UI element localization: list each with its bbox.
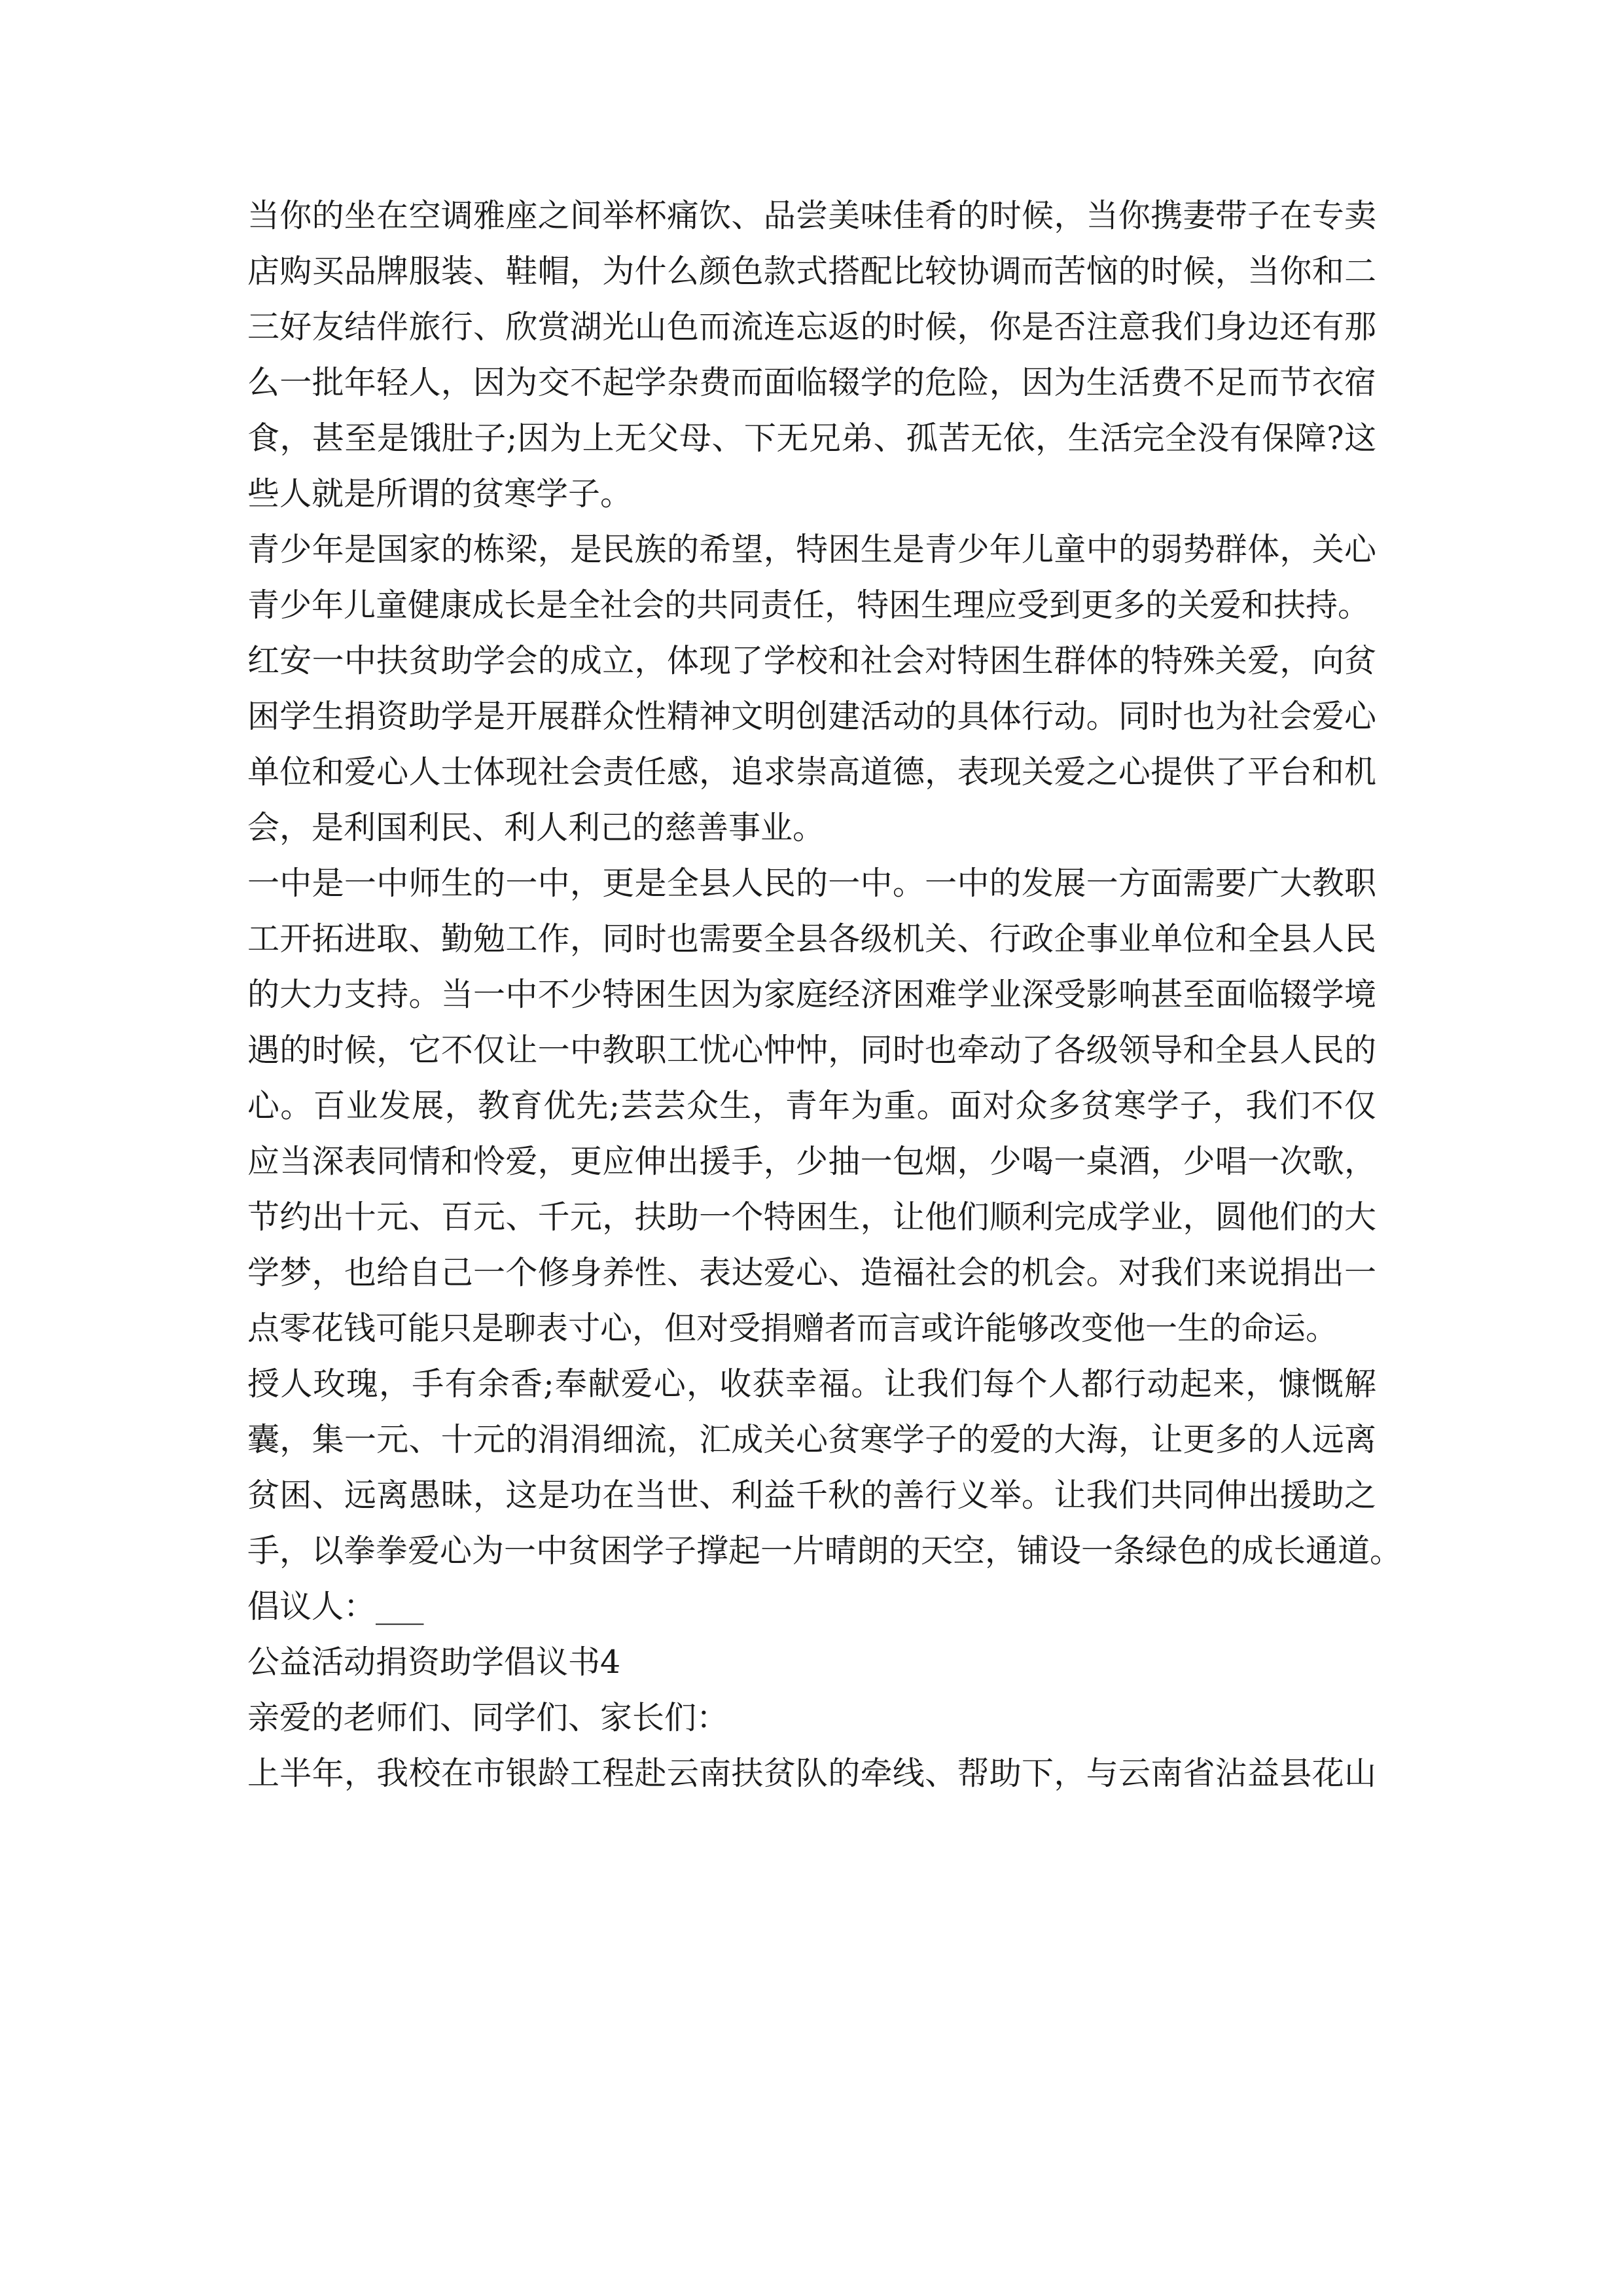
- text-line: 红安一中扶贫助学会的成立，体现了学校和社会对特困生群体的特殊关爱，向贫: [247, 642, 1376, 679]
- text-line: 点零花钱可能只是聊表寸心，但对受捐赠者而言或许能够改变他一生的命运。: [247, 1310, 1338, 1347]
- text-line: 节约出十元、百元、千元，扶助一个特困生，让他们顺利完成学业，圆他们的大: [247, 1198, 1376, 1236]
- text-line: 贫困、远离愚昧，这是功在当世、利益千秋的善行义举。让我们共同伸出援助之: [247, 1477, 1376, 1514]
- text-line: 困学生捐资助学是开展群众性精神文明创建活动的具体行动。同时也为社会爱心: [247, 698, 1376, 735]
- text-line: 应当深表同情和怜爱，更应伸出援手，少抽一包烟，少喝一桌酒，少唱一次歌，: [247, 1143, 1376, 1180]
- text-line: 遇的时候，它不仅让一中教职工忧心忡忡，同时也牵动了各级领导和全县人民的: [247, 1031, 1376, 1069]
- text-line: 一中是一中师生的一中，更是全县人民的一中。一中的发展一方面需要广大教职: [247, 865, 1376, 902]
- text-line: 青少年儿童健康成长是全社会的共同责任，特困生理应受到更多的关爱和扶持。: [247, 586, 1370, 624]
- text-line: 么一批年轻人，因为交不起学杂费而面临辍学的危险，因为生活费不足而节衣宿: [247, 364, 1376, 401]
- text-line: 会，是利国利民、利人利己的慈善事业。: [247, 809, 825, 846]
- text-line: 青少年是国家的栋梁，是民族的希望，特困生是青少年儿童中的弱势群体，关心: [247, 531, 1376, 568]
- text-line: 手，以拳拳爱心为一中贫困学子撑起一片晴朗的天空，铺设一条绿色的成长通道。: [247, 1532, 1402, 1570]
- text-line: 上半年，我校在市银龄工程赴云南扶贫队的牵线、帮助下，与云南省沾益县花山: [247, 1755, 1376, 1792]
- text-line: 食，甚至是饿肚子;因为上无父母、下无兄弟、孤苦无依，生活完全没有保障?这: [247, 420, 1376, 457]
- text-line: 工开拓进取、勤勉工作，同时也需要全县各级机关、行政企事业单位和全县人民: [247, 920, 1376, 958]
- text-line: 学梦，也给自己一个修身养性、表达爱心、造福社会的机会。对我们来说捐出一: [247, 1254, 1376, 1291]
- text-line: 的大力支持。当一中不少特困生因为家庭经济困难学业深受影响甚至面临辍学境: [247, 976, 1376, 1013]
- text-line: 心。百业发展，教育优先;芸芸众生，青年为重。面对众多贫寒学子，我们不仅: [247, 1087, 1376, 1124]
- text-line: 三好友结伴旅行、欣赏湖光山色而流连忘返的时候，你是否注意我们身边还有那: [247, 308, 1376, 346]
- text-line: 授人玫瑰，手有余香;奉献爱心，收获幸福。让我们每个人都行动起来，慷慨解: [247, 1365, 1376, 1403]
- text-line: 单位和爱心人士体现社会责任感，追求崇高道德，表现关爱之心提供了平台和机: [247, 753, 1376, 791]
- text-line: 些人就是所谓的贫寒学子。: [247, 475, 633, 512]
- section-title: 公益活动捐资助学倡议书4: [247, 1643, 621, 1681]
- text-line: 囊，集一元、十元的涓涓细流，汇成关心贫寒学子的爱的大海，让更多的人远离: [247, 1421, 1376, 1458]
- salutation: 亲爱的老师们、同学们、家长们：: [247, 1699, 729, 1736]
- document-body: [247, 188, 1402, 1801]
- text-line: 当你的坐在空调雅座之间举杯痛饮、品尝美味佳肴的时候，当你携妻带子在专卖: [247, 197, 1376, 234]
- signature-line: 倡议人：___: [247, 1588, 424, 1625]
- text-line: 店购买品牌服装、鞋帽，为什么颜色款式搭配比较协调而苦恼的时候，当你和二: [247, 253, 1376, 290]
